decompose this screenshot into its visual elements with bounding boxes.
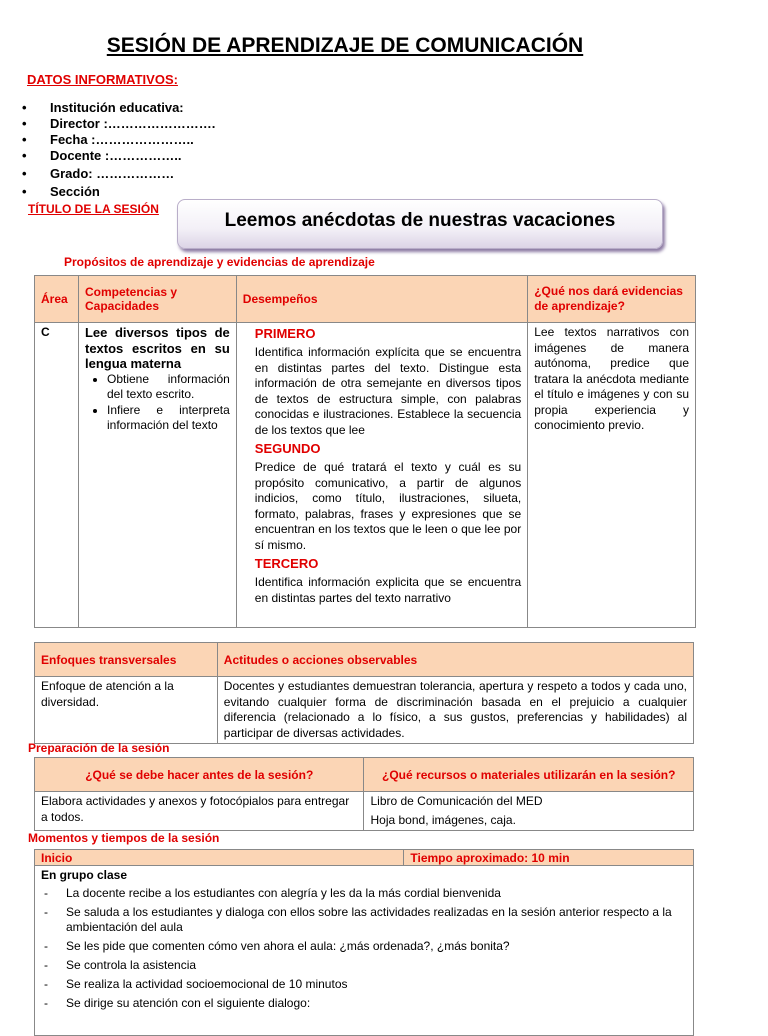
level-tercero-text: Identifica información explicita que se encuentra en distintas partes del texto narrativo: [254, 575, 522, 605]
momento-item: - Se les pide que comenten cómo ven ahora el aula: ¿más ordenada?, ¿más bonita?: [41, 939, 687, 954]
datos-item-seccion: • Sección: [22, 184, 215, 200]
preparacion-label: Preparación de la sesión: [28, 741, 170, 755]
datos-list: [22, 100, 215, 200]
enfoques-header-row: [35, 643, 694, 677]
capacidad-item: • Obtiene información del texto escrito.: [107, 372, 230, 403]
propositos-row: [35, 323, 696, 628]
inicio-header: Inicio: [35, 850, 404, 866]
preparacion-table: [34, 757, 694, 831]
preparacion-row: [35, 792, 694, 831]
level-segundo-text: Predice de qué tratará el texto y cuál es su propósito comunicativo, a partir de algunos indicios, como título, ilustraciones, silueta, formato, palabras, frases y expresiones que se encuentran en los textos que le leen o que lee por sí mismo.: [254, 460, 522, 552]
momentos-table: [34, 849, 694, 1036]
antes-cell: Elabora actividades y anexos y fotocópialos para entregar a todos.: [35, 792, 364, 831]
recurso-item: Libro de Comunicación del MED: [370, 794, 543, 808]
enfoque-cell: Enfoque de atención a la diversidad.: [35, 677, 218, 744]
grupo-clase-label: En grupo clase: [41, 868, 128, 882]
momento-item: - Se saluda a los estudiantes y dialoga con ellos sobre las actividades realizadas en la sesión anterior respecto a la ambientación del aula: [41, 905, 687, 935]
enfoques-table: [34, 642, 694, 744]
momentos-label: Momentos y tiempos de la sesión: [28, 831, 220, 845]
area-header: Área: [35, 276, 79, 323]
datos-item-docente: • Docente :……………..: [22, 148, 215, 164]
competencias-header: Competencias y Capacidades: [78, 276, 236, 323]
propositos-header-row: [35, 276, 696, 323]
tiempo-header: Tiempo aproximado: 10 min: [404, 850, 694, 866]
actitudes-header: Actitudes o acciones observables: [217, 643, 693, 677]
recurso-item: Hoja bond, imágenes, caja.: [370, 813, 516, 827]
momento-item: - Se realiza la actividad socioemocional de 10 minutos: [41, 977, 687, 992]
area-cell: C: [35, 323, 79, 628]
momento-item: - Se controla la asistencia: [41, 958, 687, 973]
evidencias-header: ¿Qué nos dará evidencias de aprendizaje?: [528, 276, 696, 323]
momento-item: - La docente recibe a los estudiantes con alegría y les da la más cordial bienvenida: [41, 886, 687, 901]
titulo-sesion-label: TÍTULO DE LA SESIÓN: [28, 202, 159, 216]
enfoques-header: Enfoques transversales: [35, 643, 218, 677]
datos-informativos-label: DATOS INFORMATIVOS:: [27, 72, 178, 87]
level-tercero-label: TERCERO: [254, 556, 319, 571]
capacidad-item: • Infiere e interpreta información del texto: [107, 403, 230, 434]
datos-item-director: • Director :…………………….: [22, 116, 215, 132]
page-title: SESIÓN DE APRENDIZAJE DE COMUNICACIÓN: [106, 34, 584, 57]
desempenos-cell: [236, 323, 527, 628]
momento-item: - Se dirige su atención con el siguiente dialogo:: [41, 996, 687, 1011]
datos-item-institucion: • Institución educativa:: [22, 100, 215, 116]
recursos-header: ¿Qué recursos o materiales utilizarán en la sesión?: [364, 758, 694, 792]
enfoques-row: [35, 677, 694, 744]
propositos-table: [34, 275, 696, 628]
session-title-banner: Leemos anécdotas de nuestras vacaciones: [177, 199, 663, 249]
momentos-body-cell: [35, 866, 694, 1036]
recursos-cell: [364, 792, 694, 831]
propositos-label: Propósitos de aprendizaje y evidencias de aprendizaje: [64, 255, 375, 269]
level-segundo-label: SEGUNDO: [254, 441, 321, 456]
datos-item-fecha: • Fecha :…………………..: [22, 132, 215, 148]
desempenos-header: Desempeños: [236, 276, 527, 323]
momentos-list: [41, 886, 687, 1011]
competencia-text: Lee diversos tipos de textos escritos en su lengua materna: [84, 325, 230, 371]
capacidades-list: [85, 372, 230, 434]
antes-header: ¿Qué se debe hacer antes de la sesión?: [35, 758, 364, 792]
competencias-cell: [78, 323, 236, 628]
preparacion-header-row: [35, 758, 694, 792]
datos-item-grado: • Grado: ………………: [22, 166, 215, 182]
momentos-header-row: [35, 850, 694, 866]
momentos-row: [35, 866, 694, 1036]
actitud-cell: Docentes y estudiantes demuestran tolerancia, apertura y respeto a todos y cada uno, evitando cualquier forma de discriminación basada en el prejuicio a cualquier diferencia (relacionado a lo físico, a sus gustos, preferencias y habilidades) al participar de diversas actividades.: [217, 677, 693, 744]
level-primero-label: PRIMERO: [254, 326, 316, 341]
evidencia-cell: Lee textos narrativos con imágenes de manera autónoma, predice que tratara la anécdota mediante el título e imágenes y con su propia experiencia y conocimiento previo.: [528, 323, 696, 628]
level-primero-text: Identifica información explícita que se encuentra en distintas partes del texto. Distingue esta información de otra semejante en diversos tipos de textos de estructura simple, con palabras conocidas e ilustraciones. Establece la secuencia de los textos que lee: [254, 345, 522, 437]
